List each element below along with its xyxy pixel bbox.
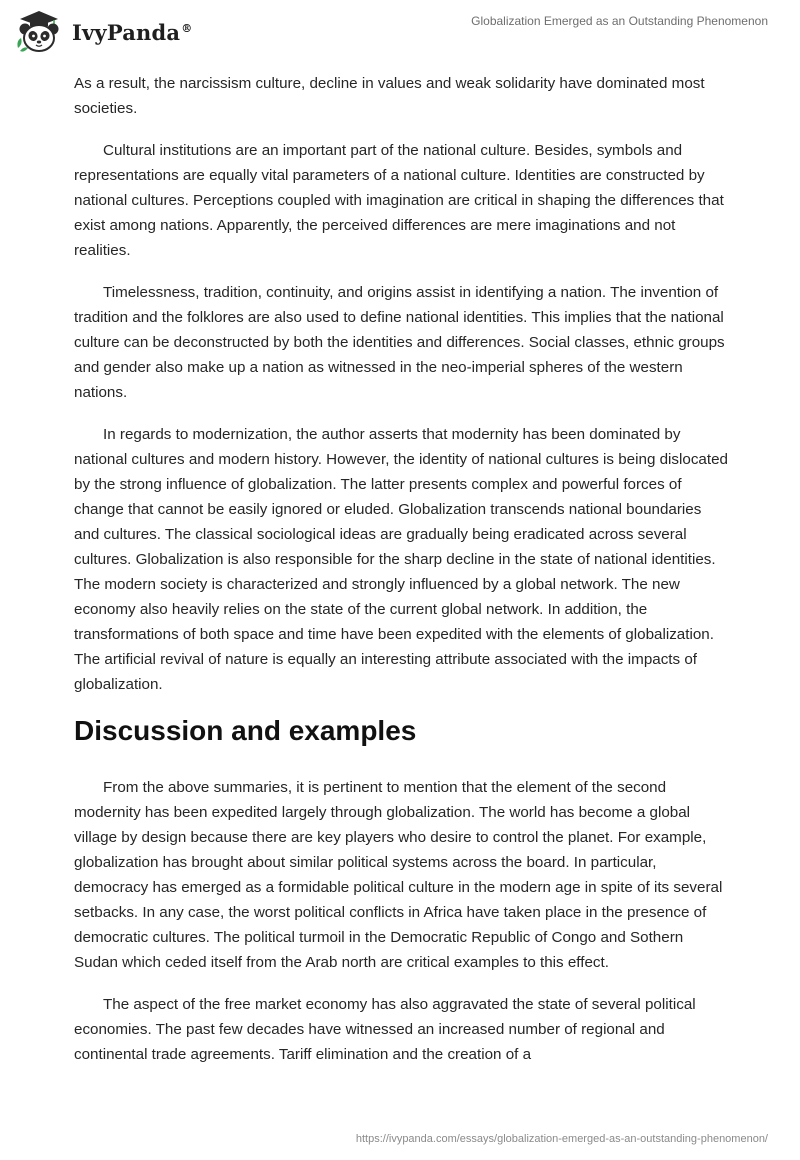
brand-logo[interactable] xyxy=(14,8,192,54)
paragraph-timelessness: Timelessness, tradition, continuity, and origins assist in identifying a nation. The invention of tradition and the folklores are also used to define national identities. This implies that the national culture can be deconstructed by both the identities and differences. Social classes, ethnic groups and gender also make up a nation as witnessed in the neo-imperial spheres of the western nations. xyxy=(74,284,725,401)
paragraph-free-market: The aspect of the free market economy has also aggravated the state of several political economies. The past few decades have witnessed an increased number of regional and continental trade agreements. Tariff elimination and the creation of a xyxy=(74,996,696,1063)
panda-graduate-icon xyxy=(14,8,64,54)
section-heading: Discussion and examples xyxy=(74,715,417,746)
running-title: Globalization Emerged as an Outstanding Phenomenon xyxy=(471,14,768,28)
source-url-link[interactable]: https://ivypanda.com/essays/globalization-emerged-as-an-outstanding-phenomenon/ xyxy=(355,1133,768,1145)
paragraph-modernization: In regards to modernization, the author asserts that modernity has been dominated by national cultures and modern history. However, the identity of national cultures is being dislocated by the strong influence of globalization. The latter presents complex and powerful forces of change that cannot be easily ignored or eluded. Globalization transcends national boundaries and cultures. The classical sociological ideas are gradually being eradicated across several cultures. Globalization is also responsible for the sharp decline in the state of national identities. The modern society is characterized and strongly influenced by a global network. The new economy also heavily relies on the state of the current global network. In addition, the transformations of both space and time have been expedited with the elements of globalization. The artificial revival of nature is equally an interesting attribute associated with the impacts of globalization. xyxy=(74,426,728,693)
paragraph-continuation: As a result, the narcissism culture, decline in values and weak solidarity have dominated most societies. xyxy=(74,75,705,117)
paragraph-second-modernity: From the above summaries, it is pertinent to mention that the element of the second modernity has been expedited largely through globalization. The world has become a global village by design because there are key players who desire to control the planet. For example, globalization has brought about similar political systems across the board. In particular, democracy has emerged as a formidable political culture in the modern age in spite of its several setbacks. In any case, the worst political conflicts in Africa have taken place in the presence of democratic cultures. The political turmoil in the Democratic Republic of Congo and Sothern Sudan which ceded itself from the Arab north are critical examples to this effect. xyxy=(74,779,723,971)
page-header xyxy=(0,0,800,62)
essay-content xyxy=(74,71,728,1084)
paragraph-cultural-institutions: Cultural institutions are an important part of the national culture. Besides, symbols and representations are equally vital parameters of a national culture. Identities are constructed by national cultures. Perceptions coupled with imagination are critical in shaping the differences that exist among nations. Apparently, the perceived differences are mere imaginations and not realities. xyxy=(74,142,724,259)
brand-name: IvyPanda® xyxy=(72,19,193,45)
registered-mark: ® xyxy=(181,21,193,35)
